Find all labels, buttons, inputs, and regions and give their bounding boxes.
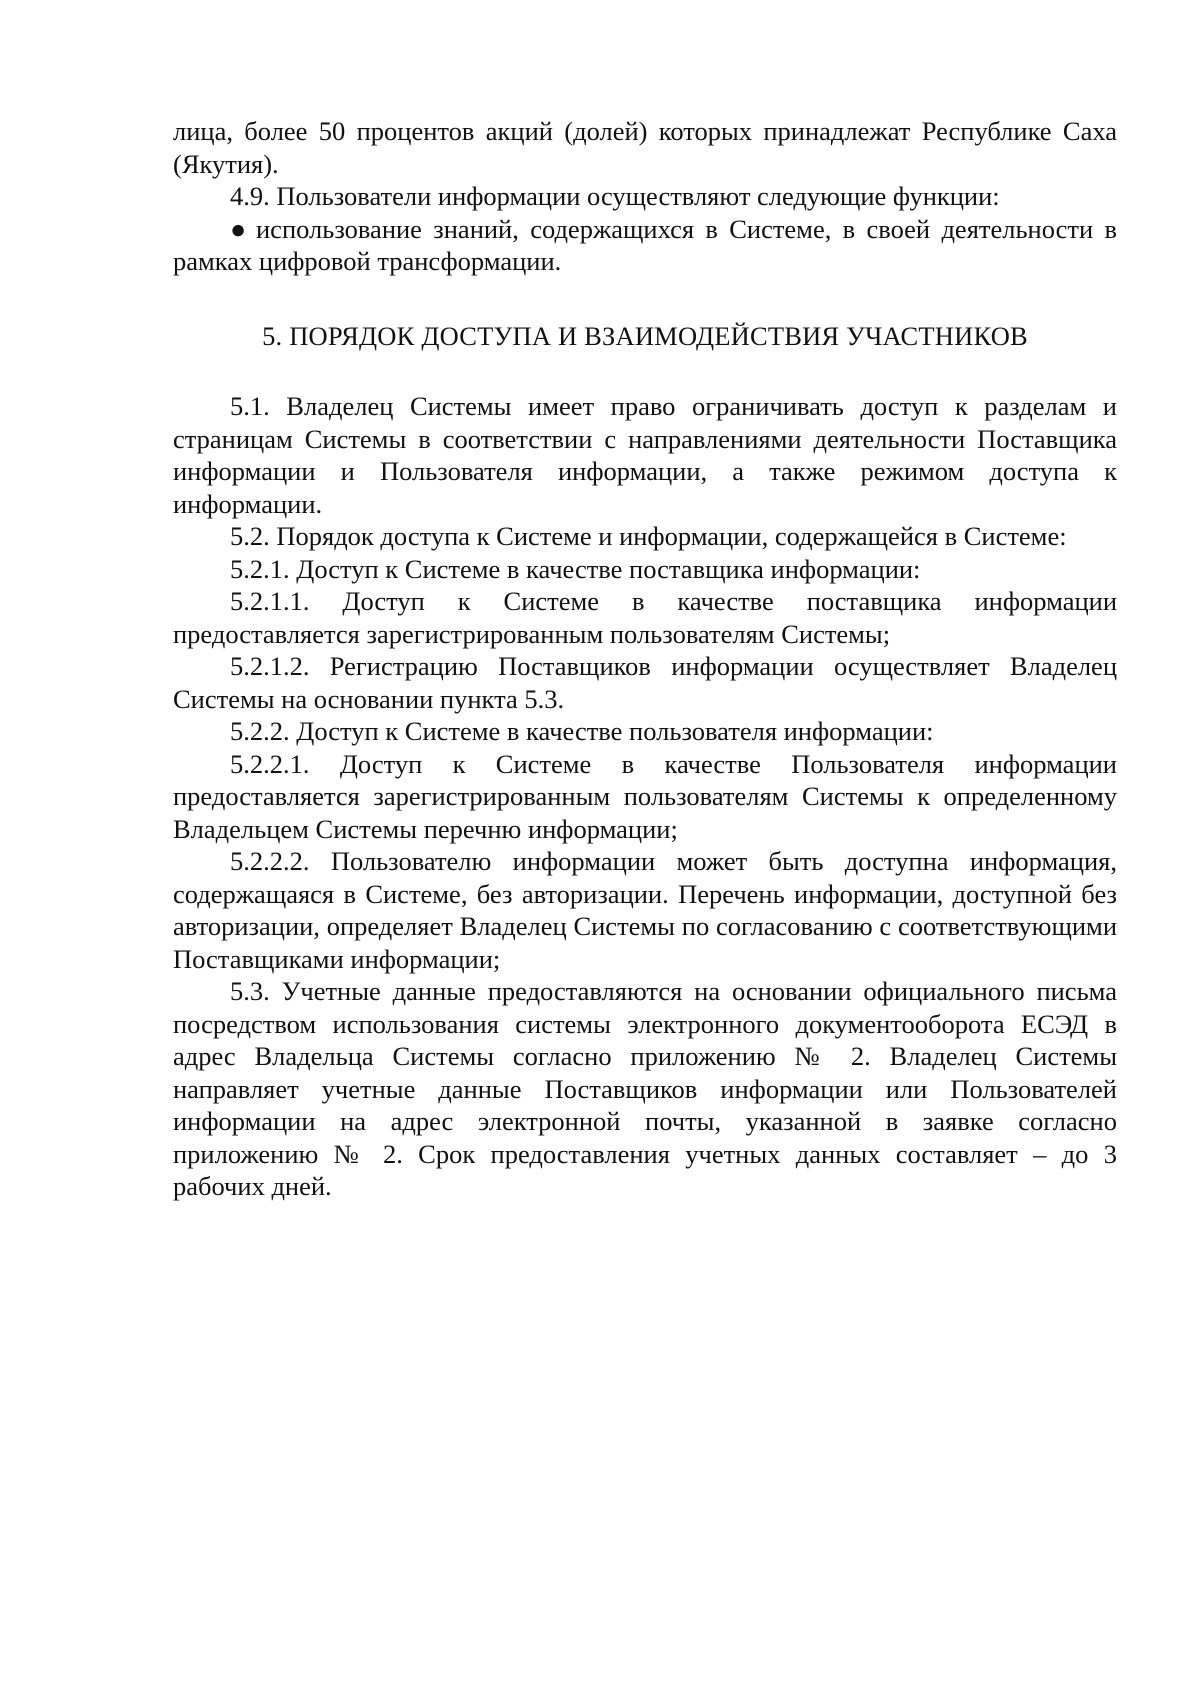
paragraph-5-3: 5.3. Учетные данные предоставляются на основании официального письма посредством использования системы электронного документооборота ЕСЭД в адрес Владельца Системы согласно приложению № 2. Владелец Системы направляет учетные данные Поставщиков информации или Пользователей информации на адрес электронной почты, указанной в заявке согласно приложению № 2. Срок предоставления учетных данных составляет – до 3 рабочих дней. bbox=[173, 976, 1117, 1201]
paragraph-4-9: 4.9. Пользователи информации осуществляют следующие функции: bbox=[230, 181, 1000, 211]
paragraph-5-2-1: 5.2.1. Доступ к Системе в качестве поставщика информации: bbox=[230, 553, 921, 584]
paragraph-continuation: лица, более 50 процентов акций (долей) которых принадлежат Республике Саха (Якутия). bbox=[173, 116, 1117, 179]
bullet-text: использование знаний, содержащихся в Системе, в своей деятельности в рамках цифровой трансформации. bbox=[173, 213, 1117, 276]
paragraph-5-2: 5.2. Порядок доступа к Системе и информации, содержащейся в Системе: bbox=[230, 521, 1067, 551]
document-page bbox=[173, 115, 1117, 1203]
paragraph-5-2-1-2: 5.2.1.2. Регистрацию Поставщиков информации осуществляет Владелец Системы на основании пункта 5.3. bbox=[173, 651, 1117, 714]
paragraph-5-2-1-1: 5.2.1.1. Доступ к Системе в качестве поставщика информации предоставляется зарегистрированным пользователям Системы; bbox=[173, 586, 1117, 649]
section-heading: 5. ПОРЯДОК ДОСТУПА И ВЗАИМОДЕЙСТВИЯ УЧАСТНИКОВ bbox=[262, 320, 1028, 351]
paragraph-5-2-2-2: 5.2.2.2. Пользователю информации может быть доступна информация, содержащаяся в Системе, без авторизации. Перечень информации, доступной без авторизации, определяет Владелец Системы по согласованию с соответствующими Поставщиками информации; bbox=[173, 846, 1117, 974]
paragraph-5-1: 5.1. Владелец Системы имеет право ограничивать доступ к разделам и страницам Системы в соответствии с направлениями деятельности Поставщика информации и Пользователя информации, а также режимом доступа к информации. bbox=[173, 391, 1117, 519]
bullet-icon: ● bbox=[230, 213, 247, 244]
paragraph-5-2-2-1: 5.2.2.1. Доступ к Системе в качестве Пользователя информации предоставляется зарегистрированным пользователям Системы к определенному Владельцем Системы перечню информации; bbox=[173, 748, 1117, 844]
paragraph-5-2-2: 5.2.2. Доступ к Системе в качестве пользователя информации: bbox=[230, 716, 934, 746]
bullet-item bbox=[173, 213, 1117, 278]
